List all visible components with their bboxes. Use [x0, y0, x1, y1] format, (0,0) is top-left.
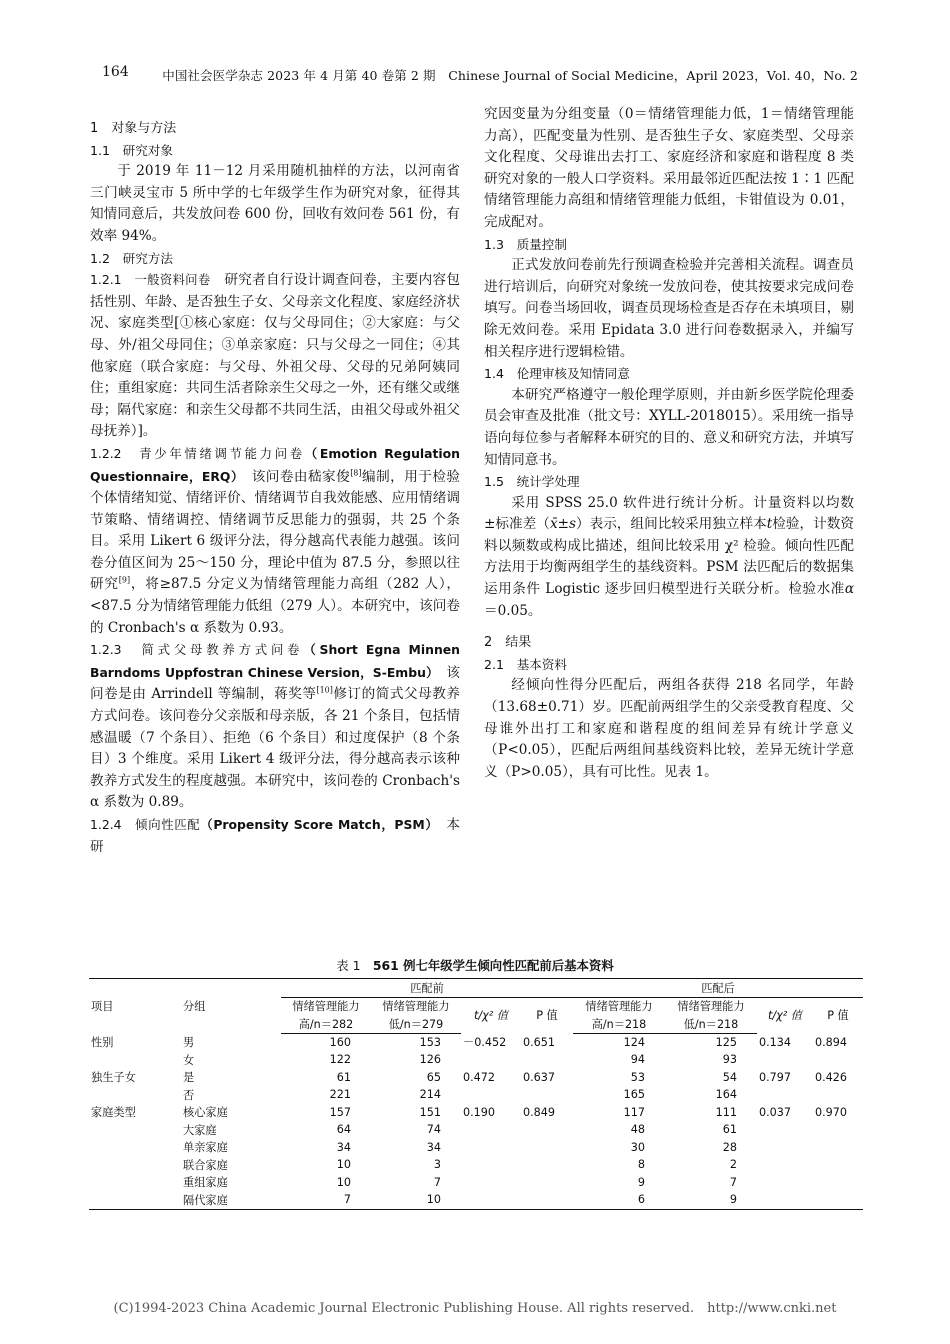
left-column: [90, 118, 460, 858]
header-after-stat: t/χ² 值: [767, 1009, 802, 1023]
paragraph-basic-info: 经倾向性得分匹配后，两组各获得 218 名同学，年龄（13.68±0.71）岁。匹配前两组学生的父亲受教育程度、父母谁外出打工和家庭和谐程度的组间差异有统计学意义（P<0.05），匹配后两组间基线资料比较，差异无统计学意义（P>0.05），具有可比性。见表 1。: [484, 677, 854, 780]
header-item: 项目: [89, 979, 181, 1034]
table-cell-after-p: [813, 1086, 863, 1104]
citation-8: [8]: [350, 467, 362, 477]
table-cell-before-high: 10: [336, 1158, 351, 1172]
header-group: 分组: [181, 979, 281, 1034]
stats-math-mean-sd: x̄±s: [549, 516, 576, 533]
table-cell-before-high: 157: [329, 1105, 351, 1119]
stats-text-b: ）表示，组间比较采用独立样本: [575, 516, 767, 533]
paragraph-122-text-a: 该问卷由嵇家俊: [251, 468, 351, 485]
table-cell-before-low: 151: [419, 1105, 441, 1119]
table-cell-group: 单亲家庭: [183, 1141, 228, 1155]
table-cell-after-low: 61: [722, 1123, 737, 1137]
stats-math-t: t: [766, 516, 773, 533]
s-embu-english-title: （Short Egna Minnen Barndoms Uppfostran Chinese Version，S-Embu）: [90, 642, 460, 680]
copyright-footer: (C)1994-2023 China Academic Journal Electronic Publishing House. All rights reserved. http://www.cnki.net: [113, 1301, 837, 1316]
header-before-low-1: 情绪管理能力: [382, 1000, 450, 1014]
subsection-heading-basic-info: 2.1 基本资料: [484, 656, 567, 672]
table-cell-before-p: 0.637: [523, 1070, 556, 1084]
subsection-heading-methods: 1.2 研究方法: [90, 250, 173, 266]
table-cell-before-p: [521, 1174, 573, 1192]
subsection-heading-statistics: 1.5 统计学处理: [484, 474, 580, 490]
table-cell-item: [89, 1121, 181, 1139]
table-cell-group: 男: [183, 1036, 195, 1049]
table-cell-group: 大家庭: [183, 1123, 217, 1137]
table-cell-after-p: [813, 1156, 863, 1174]
table-cell-before-stat: 0.472: [463, 1070, 496, 1084]
paragraph-124-text: 本研: [90, 817, 461, 855]
stats-math-alpha: α: [844, 581, 854, 598]
header-after-high-2: 高/n＝218: [573, 1015, 665, 1033]
table-cell-before-high: 10: [336, 1175, 351, 1189]
table-cell-before-p: 0.849: [523, 1105, 556, 1119]
table-cell-before-p: [521, 1086, 573, 1104]
table-cell-after-low: 93: [722, 1053, 737, 1067]
citation-10: [10]: [316, 685, 333, 695]
citation-9: [9]: [118, 575, 131, 585]
table-cell-after-p: 0.970: [815, 1105, 848, 1119]
stats-text-a: 采用 SPSS 25.0 软件进行统计分析。计量资料以均数±标准差（: [484, 494, 854, 533]
table-cell-before-stat: [461, 1139, 521, 1157]
table-cell-after-p: [813, 1139, 863, 1157]
header-after-low-2: 低/n＝218: [665, 1015, 757, 1033]
paragraph-ethics: 本研究严格遵守一般伦理学原则，并由新乡医学院伦理委员会审查及批准（批文号：XYLL-2018015）。采用统一指导语向每位参与者解释本研究的目的、意义和研究方法，并填写知情同意书。: [484, 386, 854, 468]
table-cell-after-high: 53: [630, 1070, 645, 1084]
table-cell-before-stat: [461, 1174, 521, 1192]
table-cell-after-stat: [757, 1156, 813, 1174]
table-cell-after-low: 28: [722, 1140, 737, 1154]
table-cell-before-stat: －0.452: [463, 1036, 507, 1049]
table-cell-before-low: 65: [426, 1070, 441, 1084]
paragraph-123-text-b: 修订的简式父母教养方式问卷。该问卷分父亲版和母亲版，各 21 个条目，包括情感温暖（7 个条目）、拒绝（6 个条目）和过度保护（8 个条目）3 个维度。采用 Likert 4 级评分法，得分越高表示该种教养方式发生的程度越强。本研究中，该问卷的 Cronbach's α 系数为 0.89。: [90, 686, 461, 811]
table-cell-after-p: [813, 1174, 863, 1192]
subsubsection-heading-122: 1.2.2 青少年情绪调节能力问卷: [90, 445, 305, 461]
table-cell-after-stat: [757, 1086, 813, 1104]
table-cell-before-low: 3: [433, 1158, 441, 1172]
table-cell-before-high: 61: [336, 1070, 351, 1084]
table-cell-after-high: 9: [637, 1175, 645, 1189]
table-cell-before-high: 221: [329, 1088, 351, 1102]
section-heading-methods: 1 对象与方法: [90, 121, 177, 136]
table-cell-group: 重组家庭: [183, 1176, 228, 1190]
table-cell-after-p: 0.426: [815, 1070, 848, 1084]
table-row: [89, 1104, 863, 1122]
header-before-matching: 匹配前: [281, 979, 573, 998]
table-cell-before-low: 34: [426, 1140, 441, 1154]
header-before-low-2: 低/n＝279: [371, 1015, 461, 1033]
header-before-stat: t/χ² 值: [473, 1009, 508, 1023]
table-cell-after-p: 0.894: [815, 1035, 848, 1049]
stats-text-c: 检验，计数资料以频数或构成比描述，组间比较采用 χ² 检验。倾向性匹配方法用于均衡两组学生的基线资料。PSM 法匹配后的数据集运用条件 Logistic 逐步回归模型进行关联分析。检验水准: [484, 516, 855, 598]
table-title: 561 例七年级学生倾向性匹配前后基本资料: [372, 958, 614, 973]
subsubsection-heading-121: 1.2.1 一般资料问卷: [90, 272, 211, 288]
table-cell-before-stat: 0.190: [463, 1105, 496, 1119]
paragraph-quality-control: 正式发放问卷前先行预调查检验并完善相关流程。调查员进行培训后，向研究对象统一发放问卷，使其按要求完成问卷填写。问卷当场回收，调查员现场检查是否存在未填项目，剔除无效问卷。采用 Epidata 3.0 进行问卷数据录入，并编写相关程序进行逻辑检错。: [484, 257, 854, 360]
table-cell-before-low: 126: [419, 1053, 441, 1067]
stats-text-d: ＝0.05。: [484, 602, 542, 619]
table-row: [89, 1139, 863, 1157]
table-cell-after-stat: [757, 1191, 813, 1209]
table-cell-after-stat: [757, 1139, 813, 1157]
header-before-high-1: 情绪管理能力: [292, 1000, 360, 1014]
table-cell-item: 性别: [91, 1036, 114, 1049]
table-cell-before-high: 34: [336, 1140, 351, 1154]
subsection-heading-ethics: 1.4 伦理审核及知情同意: [484, 366, 630, 382]
table-row: [89, 1174, 863, 1192]
table-cell-item: [89, 1139, 181, 1157]
paragraph-121-text: 研究者自行设计调查问卷，主要内容包括性别、年龄、是否独生子女、父母亲文化程度、家庭经济状况、家庭类型[①核心家庭：仅与父母同住；②大家庭：与父母、外/祖父母同住；③单亲家庭：只与父母之一同住；④其他家庭（联合家庭：与父母、外祖父母、父母的兄弟阿姨同住；重组家庭：共同生活者除亲生父母之一外，还有继父或继母；隔代家庭：和亲生父母都不共同生活，由祖父母或外祖父母抚养）]。: [90, 272, 461, 440]
running-head: 中国社会医学杂志 2023 年 4 月第 40 卷第 2 期 Chinese Journal of Social Medicine，April 2023，Vol. 40，No. 2: [162, 68, 858, 83]
table-cell-before-low: 214: [419, 1088, 441, 1102]
table-cell-after-low: 54: [722, 1070, 737, 1084]
table-cell-after-stat: 0.797: [759, 1070, 792, 1084]
table-cell-before-p: [521, 1121, 573, 1139]
table-cell-item: [89, 1156, 181, 1174]
header-after-matching: 匹配后: [573, 979, 863, 998]
table-cell-group: 隔代家庭: [181, 1191, 281, 1209]
table-cell-after-high: 94: [630, 1053, 645, 1067]
table-cell-after-high: 6: [573, 1191, 665, 1209]
table-cell-after-p: [813, 1191, 863, 1209]
header-before-high-2: 高/n＝282: [281, 1015, 371, 1033]
table-row: [89, 1086, 863, 1104]
table-row: [89, 1156, 863, 1174]
table-cell-item: [89, 1086, 181, 1104]
header-after-low-1: 情绪管理能力: [677, 1000, 745, 1014]
table-cell-after-p: [813, 1121, 863, 1139]
table-cell-before-p: [521, 1139, 573, 1157]
paragraph-erq: [90, 443, 460, 639]
paragraph-122-text-c: ，将≥87.5 分定义为情绪管理能力高组（282 人），<87.5 分为情绪管理能力低组（279 人）。本研究中，该问卷的 Cronbach's α 系数为 0.93。: [90, 576, 460, 636]
table-row: [89, 1121, 863, 1139]
table-cell-before-stat: [461, 1051, 521, 1069]
table-cell-after-stat: 0.134: [759, 1035, 792, 1049]
table-cell-item: 独生子女: [91, 1071, 136, 1085]
table-cell-before-high: 160: [329, 1035, 351, 1049]
table-row: [89, 1069, 863, 1087]
paragraph-subjects: 于 2019 年 11－12 月采用随机抽样的方法，以河南省三门峡灵宝市 5 所中学的七年级学生作为研究对象，征得其知情同意后，共发放问卷 600 份，回收有效问卷 561 份，有效率 94%。: [90, 163, 460, 244]
table-cell-after-low: 111: [715, 1105, 737, 1119]
table-cell-after-high: 30: [630, 1140, 645, 1154]
table-cell-after-stat: [757, 1121, 813, 1139]
table-cell-group: 联合家庭: [183, 1158, 228, 1172]
table-caption: [0, 956, 950, 974]
paragraph-123-text-a: 该问卷是由 Arrindell 等编制，蒋奖等: [90, 664, 461, 703]
table-cell-group: 否: [183, 1088, 195, 1102]
table-cell-after-stat: [757, 1174, 813, 1192]
table-cell-after-stat: [757, 1051, 813, 1069]
table-cell-before-stat: [461, 1191, 521, 1209]
paragraph-statistics: [484, 493, 854, 623]
table-cell-group: 女: [183, 1053, 195, 1067]
table-cell-before-stat: [461, 1121, 521, 1139]
paragraph-general-questionnaire: [90, 269, 460, 443]
table-cell-before-stat: [461, 1156, 521, 1174]
table-cell-after-p: [813, 1051, 863, 1069]
baseline-table: [89, 978, 863, 1210]
table-cell-before-p: [521, 1051, 573, 1069]
table-cell-group: 核心家庭: [183, 1106, 228, 1120]
table-cell-before-low: 10: [371, 1191, 461, 1209]
subsection-heading-subjects: 1.1 研究对象: [90, 142, 173, 158]
table-cell-after-high: 117: [623, 1105, 645, 1119]
table-cell-after-high: 165: [623, 1088, 645, 1102]
table-cell-after-low: 9: [665, 1191, 757, 1209]
table-cell-before-high: 122: [329, 1053, 351, 1067]
table-row: [89, 1051, 863, 1069]
table-cell-after-low: 7: [729, 1175, 737, 1189]
table-cell-item: [89, 1191, 181, 1209]
table-cell-before-stat: [461, 1086, 521, 1104]
paragraph-s-embu: [90, 639, 460, 814]
header-after-p: P 值: [827, 1009, 849, 1023]
section-heading-results: 2 结果: [484, 635, 532, 651]
table-cell-before-low: 74: [426, 1123, 441, 1137]
table-cell-item: 家庭类型: [91, 1106, 136, 1120]
table-cell-before-p: 0.651: [523, 1035, 556, 1049]
table-cell-after-high: 8: [637, 1158, 645, 1172]
table-cell-before-high: 7: [281, 1191, 371, 1209]
table-cell-group: 是: [183, 1071, 195, 1085]
table-cell-before-low: 153: [419, 1035, 441, 1049]
table-number: 表 1: [336, 958, 361, 973]
table-cell-after-low: 2: [729, 1158, 737, 1172]
table-cell-before-p: [521, 1191, 573, 1209]
table-cell-item: [89, 1174, 181, 1192]
table-cell-before-p: [521, 1156, 573, 1174]
erq-english-title: （Emotion Regulation Questionnaire，ERQ）: [90, 445, 460, 484]
table-row: [89, 1033, 863, 1051]
psm-english-title: （Propensity Score Match，PSM）: [200, 817, 433, 832]
table-cell-after-low: 125: [715, 1035, 737, 1049]
page-number: 164: [102, 64, 129, 80]
table-cell-before-low: 7: [433, 1175, 441, 1189]
table-cell-after-high: 48: [630, 1123, 645, 1137]
table-cell-before-high: 64: [336, 1123, 351, 1137]
paragraph-psm-continued: 究因变量为分组变量（0＝情绪管理能力低，1＝情绪管理能力高），匹配变量为性别、是否独生子女、家庭类型、父母亲文化程度、父母谁出去打工、家庭经济和家庭和谐程度 8 类研究对象的一般人口学资料。采用最邻近匹配法按 1∶1 匹配情绪管理能力高组和情绪管理能力低组，卡钳值设为 0.01，完成配对。: [484, 106, 854, 230]
table-cell-after-stat: 0.037: [759, 1105, 792, 1119]
paragraph-psm: [90, 814, 460, 858]
table-row: [89, 1191, 863, 1209]
header-before-p: P 值: [536, 1009, 558, 1023]
right-column: [484, 104, 854, 783]
table-cell-after-low: 164: [715, 1088, 737, 1102]
table-cell-item: [89, 1051, 181, 1069]
subsection-heading-quality-control: 1.3 质量控制: [484, 236, 567, 252]
subsubsection-heading-124: 1.2.4 倾向性匹配: [90, 817, 201, 832]
header-after-high-1: 情绪管理能力: [585, 1000, 653, 1014]
paragraph-122-text-b: 编制，用于检验个体情绪知觉、情绪评价、情绪调节自我效能感、应用情绪调节策略、情绪调控、情绪调节反思能力的强弱，共 25 个条目。采用 Likert 6 级评分法，得分越高代表能力越强。该问卷分值区间为 25～150 分，理论中值为 87.5 分，参照以往研究: [90, 468, 461, 593]
table-cell-after-high: 124: [623, 1035, 645, 1049]
subsubsection-heading-123: 1.2.3 简式父母教养方式问卷: [90, 642, 304, 658]
